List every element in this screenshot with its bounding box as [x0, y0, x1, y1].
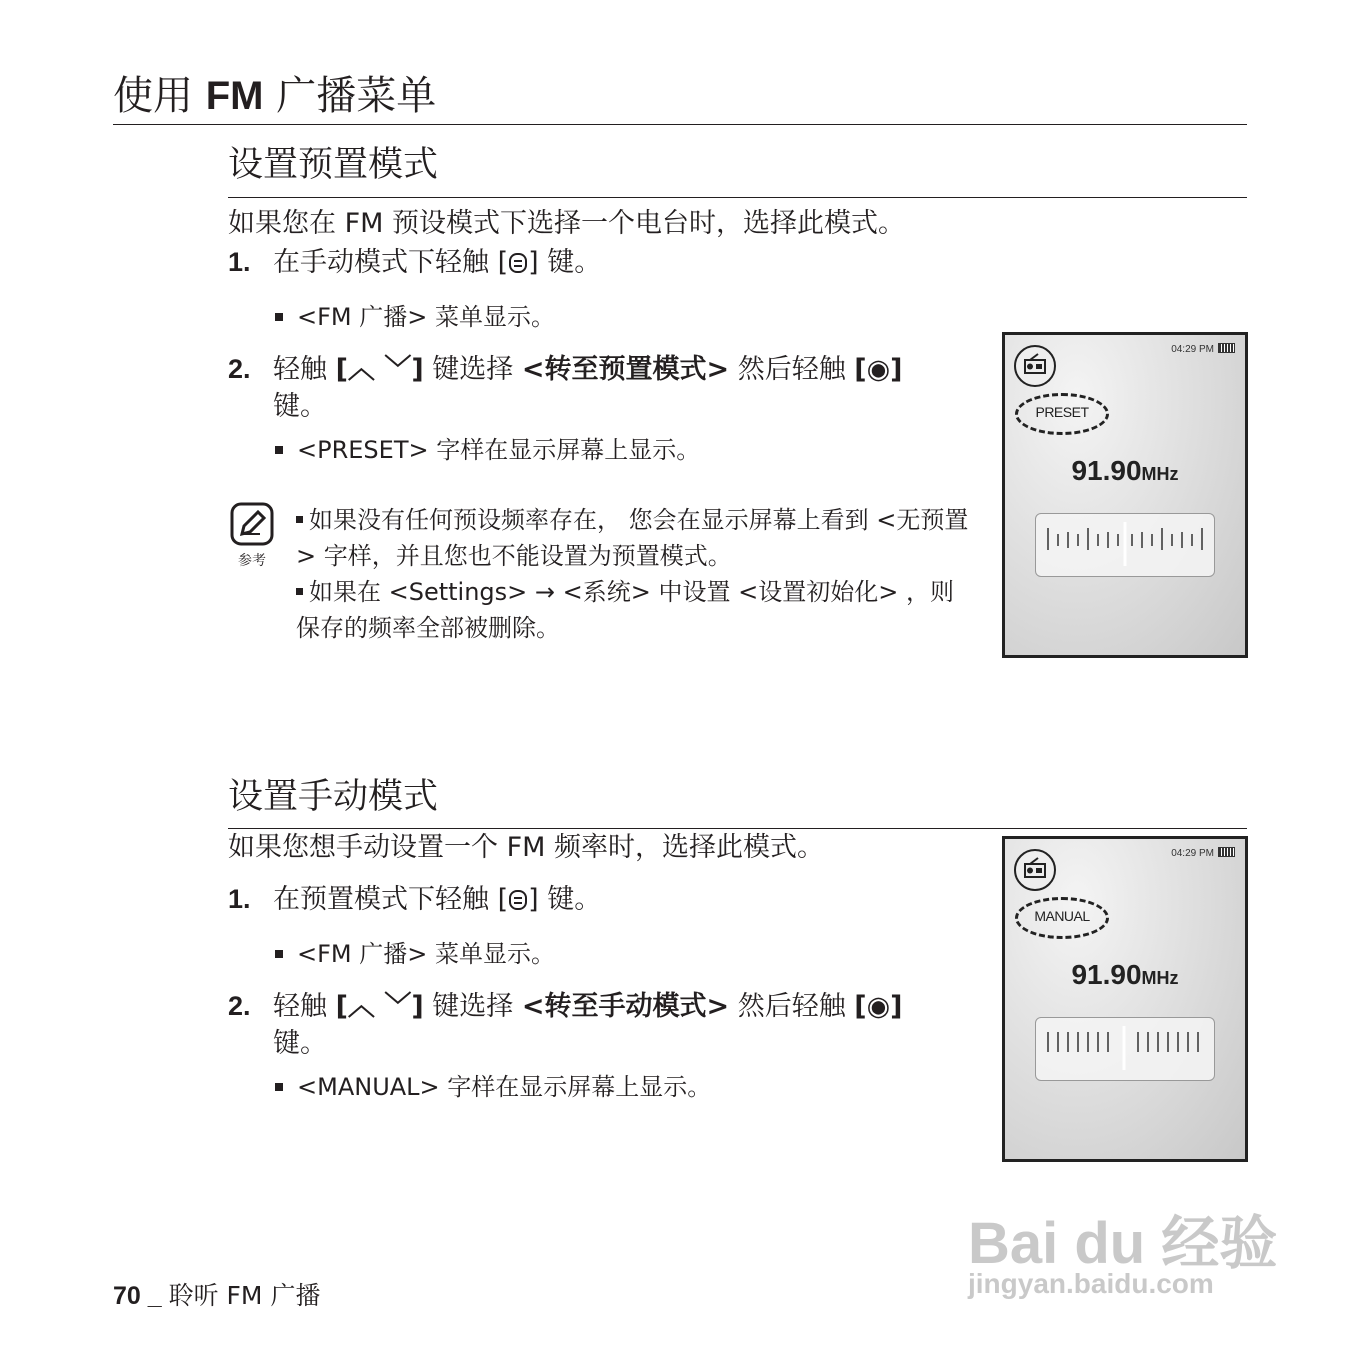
watermark-url: jingyan.baidu.com: [968, 1268, 1214, 1299]
up-down-keys: [︿ ﹀]: [335, 991, 424, 1022]
note-label: 参考: [238, 553, 266, 569]
mode-indicator: MANUAL: [1015, 897, 1109, 939]
note-item-2: 如果在 <Settings> → <系统> 中设置 <设置初始化> ，则保存的频率全部被删除。: [296, 578, 954, 642]
ok-key-icon: [◉]: [854, 991, 903, 1022]
manual-rule: [228, 828, 1247, 829]
preset-step-2-bullet: <PRESET> 字样在显示屏幕上显示。: [275, 433, 700, 467]
note-badge: [229, 502, 275, 570]
manual-screen: [1002, 836, 1248, 1162]
manual-step-1: 1. 在预置模式下轻触 [ ] 键。: [228, 881, 973, 921]
menu-key-icon: [508, 247, 528, 284]
page-title: 使用 FM 广播菜单: [113, 73, 437, 119]
mode-indicator: PRESET: [1015, 393, 1109, 435]
preset-heading: 设置预置模式: [228, 145, 439, 185]
frequency-display: 91.90MHz: [1071, 959, 1179, 990]
tuner-scale: [1035, 1017, 1215, 1081]
tuner-scale: [1035, 513, 1215, 577]
frequency-display: 91.90MHz: [1071, 455, 1179, 486]
preset-screen: [1002, 332, 1248, 658]
battery-icon: [1218, 847, 1235, 857]
preset-rule: [228, 197, 1247, 198]
page-footer: 70 _ 聆听 FM 广播: [113, 1281, 321, 1310]
status-time: 04:29 PM: [1171, 343, 1235, 355]
note-item-1: 如果没有任何预设频率存在， 您会在显示屏幕上看到 <无预置> 字样，并且您也不能设置为预置模式。: [296, 506, 969, 570]
ok-key-icon: [◉]: [854, 354, 903, 385]
manual-intro: 如果您想手动设置一个 FM 频率时，选择此模式。: [228, 832, 824, 863]
manual-heading: 设置手动模式: [228, 777, 439, 817]
note-pencil-icon: [229, 502, 275, 550]
radio-icon: [1014, 849, 1056, 891]
menu-key-icon: [508, 884, 528, 921]
preset-step-1-bullet: <FM 广播> 菜单显示。: [275, 300, 555, 334]
battery-icon: [1218, 343, 1235, 353]
watermark-brand: Bai du 经验: [968, 1211, 1278, 1276]
preset-step-2: 2. 轻触 [︿ ﹀] 键选择 <转至预置模式> 然后轻触 [◉] 键。: [228, 354, 903, 422]
preset-step-1: 1. 在手动模式下轻触 [ ] 键。: [228, 244, 973, 284]
preset-intro: 如果您在 FM 预设模式下选择一个电台时，选择此模式。: [228, 208, 905, 239]
radio-icon: [1014, 345, 1056, 387]
manual-step-1-bullet: <FM 广播> 菜单显示。: [275, 937, 555, 971]
up-down-keys: [︿ ﹀]: [335, 354, 424, 385]
manual-step-2-bullet: <MANUAL> 字样在显示屏幕上显示。: [275, 1070, 711, 1104]
manual-step-2: 2. 轻触 [︿ ﹀] 键选择 <转至手动模式> 然后轻触 [◉] 键。: [228, 991, 903, 1059]
title-rule: [113, 124, 1247, 125]
status-time: 04:29 PM: [1171, 847, 1235, 859]
